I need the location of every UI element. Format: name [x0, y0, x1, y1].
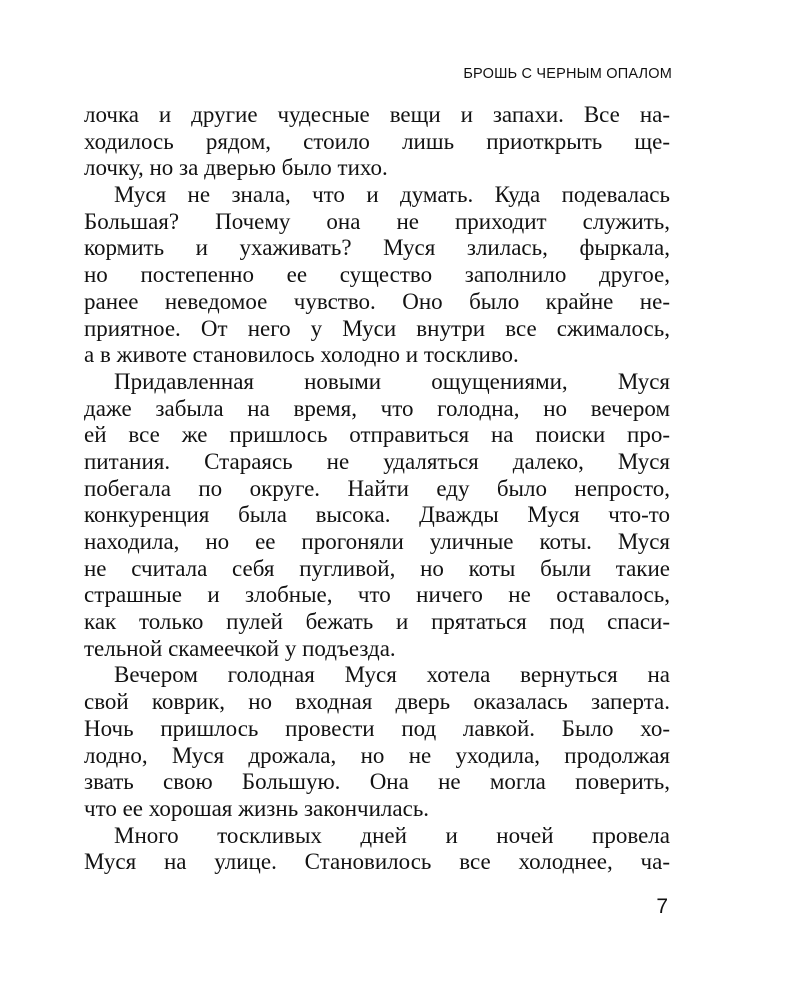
text-line: лочка и другие чудесные вещи и запахи. Все на-	[84, 102, 670, 127]
text-line: не считала себя пугливой, но коты были такие	[84, 555, 670, 581]
paragraph-first-line: Муся не знала, что и думать. Куда подевалась	[114, 182, 670, 208]
text-line: ей все же пришлось отправиться на поиски про-	[84, 422, 670, 448]
text-line: Муся на улице. Становилось все холоднее, ча-	[84, 849, 670, 875]
page-number: 7	[656, 895, 668, 918]
body-text	[84, 102, 670, 876]
text-line: как только пулей бежать и прятаться под спаси-	[84, 609, 670, 635]
text-line: лочку, но за дверью было тихо.	[84, 155, 388, 181]
text-line: даже забыла на время, что голодна, но вечером	[84, 395, 670, 421]
paragraph-first-line: Придавленная новыми ощущениями, Муся	[114, 368, 670, 394]
paragraph-first-line: Много тоскливых дней и ночей провела	[114, 822, 670, 848]
text-line: ходилось рядом, стоило лишь приоткрыть ще-	[84, 128, 670, 154]
text-line: конкуренция была высока. Дважды Муся что-то	[84, 502, 670, 528]
text-line: а в животе становилось холодно и тоскливо.	[84, 342, 519, 368]
running-head: БРОШЬ С ЧЕРНЫМ ОПАЛОМ	[463, 66, 672, 82]
text-line: что ее хорошая жизнь закончилась.	[84, 795, 430, 821]
text-line: лодно, Муся дрожала, но не уходила, продолжая	[84, 742, 670, 768]
text-line: приятное. От него у Муси внутри все сжималось,	[84, 315, 670, 341]
text-line: страшные и злобные, что ничего не оставалось,	[84, 582, 670, 608]
text-line: Большая? Почему она не приходит служить,	[84, 208, 670, 234]
text-line: кормить и ухаживать? Муся злилась, фыркала,	[84, 235, 670, 261]
text-line: побегала по округе. Найти еду было непросто,	[84, 475, 670, 501]
text-line: но постепенно ее существо заполнило другое,	[84, 262, 670, 288]
text-line: находила, но ее прогоняли уличные коты. Муся	[84, 529, 670, 554]
text-line: звать свою Большую. Она не могла поверить,	[84, 769, 670, 795]
paragraph-first-line: Вечером голодная Муся хотела вернуться на	[114, 662, 670, 688]
text-line: свой коврик, но входная дверь оказалась заперта.	[84, 689, 670, 715]
text-line: тельной скамеечкой у подъезда.	[84, 635, 396, 661]
text-line: ранее неведомое чувство. Оно было крайне не-	[84, 288, 670, 314]
text-line: питания. Стараясь не удаляться далеко, Муся	[84, 448, 670, 474]
text-line: Ночь пришлось провести под лавкой. Было хо-	[84, 715, 670, 741]
